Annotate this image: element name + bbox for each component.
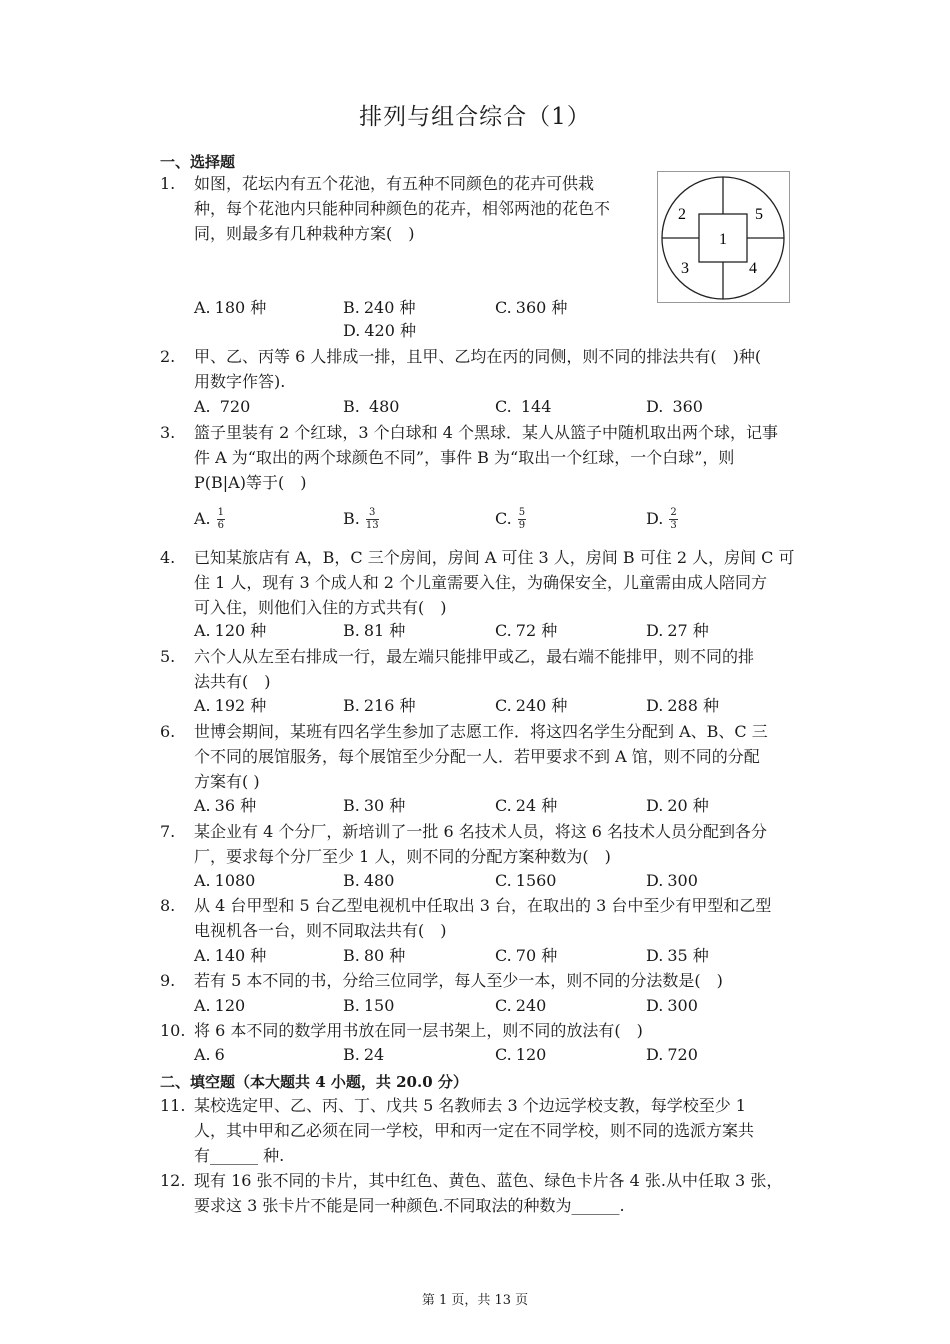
option-a[interactable]: A. 6 (194, 1045, 225, 1064)
pool-label-1: 1 (719, 231, 727, 248)
question-line: 厂，要求每个分厂至少 1 人，则不同的分配方案种数为( ) (194, 847, 611, 866)
question-2 (160, 344, 761, 394)
pool-label-2: 2 (678, 206, 686, 223)
option-c[interactable]: C. 1560 (495, 871, 557, 890)
question-line: 可入住，则他们入住的方式共有( ) (194, 598, 447, 617)
option-d[interactable]: D. 35 种 (646, 946, 709, 965)
question-12 (160, 1168, 782, 1218)
option-a[interactable]: A. 192 种 (194, 696, 267, 715)
option-b[interactable]: B. 30 种 (343, 796, 406, 815)
option-b[interactable]: B. 480 (343, 397, 400, 416)
option-c[interactable]: C. 24 种 (495, 796, 558, 815)
option-b[interactable]: B. 81 种 (343, 621, 406, 640)
option-b[interactable]: B. 24 (343, 1045, 385, 1064)
flower-bed-diagram (658, 172, 789, 302)
question-line: 现有 16 张不同的卡片，其中红色、黄色、蓝色、绿色卡片各 4 张.从中任取 3 张， (194, 1171, 783, 1190)
option-c[interactable]: C. 240 (495, 996, 547, 1015)
question-number: 5. (160, 647, 176, 666)
option-d[interactable]: D. 720 (646, 1045, 698, 1064)
question-line: 已知某旅店有 A，B，C 三个房间，房间 A 可住 3 人，房间 B 可住 2 人，房间 C 可 (194, 548, 795, 567)
option-a[interactable]: A. 1080 (194, 871, 256, 890)
question-6 (160, 719, 768, 794)
option-c[interactable]: C. 240 种 (495, 696, 568, 715)
option-a[interactable]: A. $\frac{1}{6}$ (194, 507, 225, 531)
question-number: 7. (160, 822, 176, 841)
option-d[interactable]: D. 300 (646, 996, 698, 1015)
question-11 (160, 1093, 754, 1168)
question-4 (160, 545, 795, 620)
question-number: 2. (160, 347, 176, 366)
option-b[interactable]: B. 240 种 (343, 298, 416, 317)
question-line: 篮子里装有 2 个红球，3 个白球和 4 个黑球．某人从篮子中随机取出两个球，记事 (194, 423, 778, 442)
question-line: 方案有( ) (194, 772, 260, 791)
question-line: 六个人从左至右排成一行，最左端只能排甲或乙，最右端不能排甲，则不同的排 (194, 647, 755, 666)
question-9 (160, 968, 723, 993)
option-d[interactable]: D. $\frac{2}{3}$ (646, 507, 677, 531)
option-d[interactable]: D. 27 种 (646, 621, 709, 640)
option-d[interactable]: D. 420 种 (343, 321, 416, 340)
option-c[interactable]: C. 72 种 (495, 621, 558, 640)
option-d[interactable]: D. 20 种 (646, 796, 709, 815)
question-number: 8. (160, 896, 176, 915)
question-10 (160, 1018, 643, 1043)
option-c[interactable]: C. 120 (495, 1045, 547, 1064)
pool-label-4: 4 (749, 260, 757, 277)
question-number: 12. (160, 1171, 186, 1190)
question-5 (160, 644, 754, 694)
option-c[interactable]: C. 360 种 (495, 298, 568, 317)
pool-label-5: 5 (755, 206, 763, 223)
option-b[interactable]: B. 216 种 (343, 696, 416, 715)
question-number: 9. (160, 971, 176, 990)
question-number: 4. (160, 548, 176, 567)
section-heading-choice: 一、选择题 (160, 153, 236, 171)
question-line: 有______ 种. (194, 1146, 285, 1165)
question-line: 世博会期间，某班有四名学生参加了志愿工作．将这四名学生分配到 A、B、C 三 (194, 722, 768, 741)
question-number: 10. (160, 1021, 186, 1040)
option-b[interactable]: B. 480 (343, 871, 395, 890)
option-a[interactable]: A. 720 (194, 397, 251, 416)
question-line: 某企业有 4 个分厂，新培训了一批 6 名技术人员，将这 6 名技术人员分配到各分 (194, 822, 768, 841)
question-line: 从 4 台甲型和 5 台乙型电视机中任取出 3 台，在取出的 3 台中至少有甲型和乙型 (194, 896, 772, 915)
question-line: 件 A 为“取出的两个球颜色不同”，事件 B 为“取出一个红球，一个白球”，则 (194, 448, 735, 467)
option-c[interactable]: C. $\frac{5}{9}$ (495, 507, 526, 531)
question-number: 1. (160, 174, 176, 193)
pool-label-3: 3 (681, 260, 689, 277)
question-line: 法共有( ) (194, 672, 271, 691)
option-c[interactable]: C. 144 (495, 397, 552, 416)
question-line: 个不同的展馆服务，每个展馆至少分配一人．若甲要求不到 A 馆，则不同的分配 (194, 747, 760, 766)
question-line: 电视机各一台，则不同取法共有( ) (194, 921, 447, 940)
question-3 (160, 420, 778, 495)
question-line: 用数字作答). (194, 372, 286, 391)
option-b[interactable]: B. 80 种 (343, 946, 406, 965)
question-line: 若有 5 本不同的书，分给三位同学，每人至少一本，则不同的分法数是( ) (194, 971, 723, 990)
flower-bed-figure (657, 171, 790, 303)
question-line: 人，其中甲和乙必须在同一学校，甲和丙一定在不同学校，则不同的选派方案共 (194, 1121, 755, 1140)
question-number: 11. (160, 1096, 186, 1115)
question-line: P(B|A)等于( ) (194, 473, 307, 492)
question-number: 6. (160, 722, 176, 741)
question-line: 如图，花坛内有五个花池，有五种不同颜色的花卉可供栽 (194, 174, 595, 193)
question-1 (160, 171, 610, 246)
question-line: 将 6 本不同的数学用书放在同一层书架上，则不同的放法有( ) (194, 1021, 643, 1040)
question-number: 3. (160, 423, 176, 442)
option-c[interactable]: C. 70 种 (495, 946, 558, 965)
page-footer: 第 1 页，共 13 页 (421, 1293, 529, 1308)
option-d[interactable]: D. 300 (646, 871, 698, 890)
question-line: 住 1 人，现有 3 个成人和 2 个儿童需要入住，为确保安全，儿童需由成人陪同方 (194, 573, 768, 592)
option-d[interactable]: D. 360 (646, 397, 703, 416)
question-line: 甲、乙、丙等 6 人排成一排，且甲、乙均在丙的同侧，则不同的排法共有( )种( (194, 347, 762, 366)
option-a[interactable]: A. 120 (194, 996, 246, 1015)
page-title: 排列与组合综合（1） (359, 104, 591, 130)
question-line: 某校选定甲、乙、丙、丁、戊共 5 名教师去 3 个边远学校支教，每学校至少 1 (194, 1096, 746, 1115)
question-line: 要求这 3 张卡片不能是同一种颜色.不同取法的种数为______. (194, 1196, 625, 1215)
question-line: 种，每个花池内只能种同种颜色的花卉，相邻两池的花色不 (194, 199, 611, 218)
question-7 (160, 819, 767, 869)
option-a[interactable]: A. 36 种 (194, 796, 257, 815)
option-a[interactable]: A. 120 种 (194, 621, 267, 640)
option-a[interactable]: A. 140 种 (194, 946, 267, 965)
option-a[interactable]: A. 180 种 (194, 298, 267, 317)
question-line: 同，则最多有几种栽种方案( ) (194, 224, 415, 243)
question-8 (160, 893, 771, 943)
section-heading-fill-in: 二、填空题（本大题共 4 小题，共 20.0 分） (160, 1073, 468, 1091)
option-b[interactable]: B. $\frac{3}{13}$ (343, 507, 379, 531)
option-d[interactable]: D. 288 种 (646, 696, 719, 715)
option-b[interactable]: B. 150 (343, 996, 395, 1015)
